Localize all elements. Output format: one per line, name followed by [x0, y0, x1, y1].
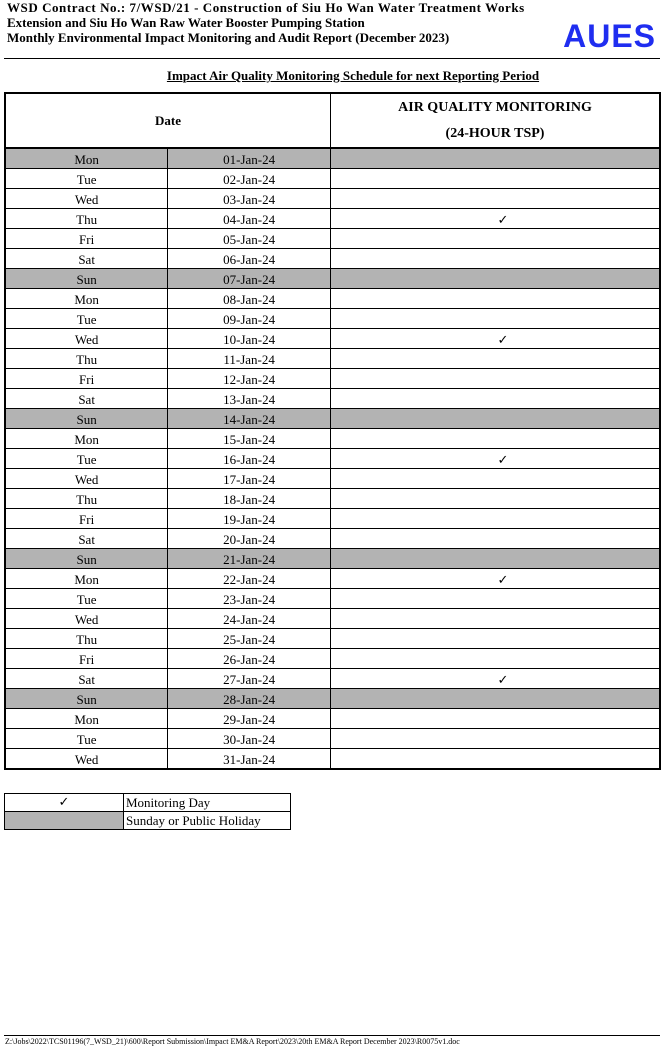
- schedule-table: [4, 92, 661, 770]
- date-cell: 19-Jan-24: [168, 509, 331, 529]
- table-row: [5, 609, 660, 629]
- aq-column-header: [331, 93, 661, 148]
- date-cell: 11-Jan-24: [168, 349, 331, 369]
- day-cell: Thu: [5, 489, 168, 509]
- monitoring-cell: [331, 289, 661, 309]
- date-cell: 13-Jan-24: [168, 389, 331, 409]
- monitoring-cell: [331, 749, 661, 770]
- day-cell: Mon: [5, 148, 168, 169]
- day-cell: Mon: [5, 569, 168, 589]
- day-cell: Tue: [5, 449, 168, 469]
- monitoring-cell: [331, 269, 661, 289]
- table-row: [5, 589, 660, 609]
- table-row: [5, 529, 660, 549]
- table-row: [5, 329, 660, 349]
- day-cell: Thu: [5, 349, 168, 369]
- table-row: [5, 229, 660, 249]
- date-cell: 02-Jan-24: [168, 169, 331, 189]
- day-cell: Sat: [5, 249, 168, 269]
- day-cell: Mon: [5, 289, 168, 309]
- legend-shade-swatch: [5, 812, 124, 830]
- date-cell: 20-Jan-24: [168, 529, 331, 549]
- date-cell: 03-Jan-24: [168, 189, 331, 209]
- table-row: [5, 469, 660, 489]
- check-icon: ✓: [497, 673, 509, 688]
- day-cell: Thu: [5, 629, 168, 649]
- report-header: [7, 0, 657, 45]
- table-header-row: [5, 93, 660, 148]
- monitoring-cell: [331, 349, 661, 369]
- monitoring-cell: [331, 389, 661, 409]
- day-cell: Fri: [5, 509, 168, 529]
- date-cell: 01-Jan-24: [168, 148, 331, 169]
- table-row: [5, 489, 660, 509]
- day-cell: Sat: [5, 669, 168, 689]
- day-cell: Wed: [5, 609, 168, 629]
- monitoring-cell: [331, 469, 661, 489]
- date-cell: 28-Jan-24: [168, 689, 331, 709]
- legend-monitoring-label: Monitoring Day: [124, 794, 291, 812]
- monitoring-cell: [331, 569, 661, 589]
- date-cell: 05-Jan-24: [168, 229, 331, 249]
- table-row: [5, 209, 660, 229]
- monitoring-cell: [331, 249, 661, 269]
- date-cell: 14-Jan-24: [168, 409, 331, 429]
- date-cell: 06-Jan-24: [168, 249, 331, 269]
- table-row: [5, 429, 660, 449]
- table-row: [5, 309, 660, 329]
- aq-header-line1: AIR QUALITY MONITORING: [398, 99, 592, 115]
- schedule-body: [5, 148, 660, 769]
- date-cell: 15-Jan-24: [168, 429, 331, 449]
- aues-logo: AUES: [563, 18, 656, 54]
- day-cell: Mon: [5, 429, 168, 449]
- legend-table: [4, 793, 291, 830]
- date-cell: 30-Jan-24: [168, 729, 331, 749]
- monitoring-cell: [331, 189, 661, 209]
- monitoring-cell: [331, 449, 661, 469]
- contract-title-line1: WSD Contract No.: 7/WSD/21 - Construction of Siu Ho Wan Water Treatment Works: [7, 0, 525, 15]
- date-cell: 07-Jan-24: [168, 269, 331, 289]
- table-row: [5, 349, 660, 369]
- monitoring-cell: [331, 409, 661, 429]
- monitoring-cell: [331, 669, 661, 689]
- date-cell: 31-Jan-24: [168, 749, 331, 770]
- monitoring-cell: [331, 309, 661, 329]
- file-path-footer: Z:\Jobs\2022\TCS01196(7_WSD_21)\600\Report Submission\Impact EM&A Report\2023\20th EM&A Report December 2023\R0075v1.doc: [5, 1037, 460, 1046]
- monitoring-cell: [331, 709, 661, 729]
- day-cell: Wed: [5, 189, 168, 209]
- date-cell: 17-Jan-24: [168, 469, 331, 489]
- table-row: [5, 409, 660, 429]
- date-cell: 27-Jan-24: [168, 669, 331, 689]
- table-row: [5, 549, 660, 569]
- table-row: [5, 649, 660, 669]
- table-row: [5, 189, 660, 209]
- monitoring-cell: [331, 489, 661, 509]
- legend-check-icon: ✓: [5, 794, 124, 812]
- day-cell: Tue: [5, 589, 168, 609]
- check-icon: ✓: [497, 453, 509, 468]
- contract-title-line2: Extension and Siu Ho Wan Raw Water Booster Pumping Station: [7, 15, 365, 30]
- legend-row-holiday: [5, 812, 291, 830]
- date-cell: 12-Jan-24: [168, 369, 331, 389]
- monitoring-cell: [331, 529, 661, 549]
- table-row: [5, 509, 660, 529]
- day-cell: Sun: [5, 409, 168, 429]
- day-cell: Wed: [5, 469, 168, 489]
- date-cell: 16-Jan-24: [168, 449, 331, 469]
- monitoring-cell: [331, 329, 661, 349]
- day-cell: Sun: [5, 549, 168, 569]
- date-cell: 21-Jan-24: [168, 549, 331, 569]
- check-icon: ✓: [497, 333, 509, 348]
- monitoring-cell: [331, 148, 661, 169]
- monitoring-cell: [331, 689, 661, 709]
- table-row: [5, 749, 660, 770]
- monitoring-cell: [331, 229, 661, 249]
- header-divider: [4, 58, 660, 59]
- table-row: [5, 729, 660, 749]
- footer-divider: [4, 1035, 660, 1036]
- date-cell: 22-Jan-24: [168, 569, 331, 589]
- table-row: [5, 389, 660, 409]
- date-cell: 25-Jan-24: [168, 629, 331, 649]
- table-row: [5, 449, 660, 469]
- monitoring-cell: [331, 509, 661, 529]
- table-row: [5, 629, 660, 649]
- day-cell: Tue: [5, 169, 168, 189]
- aq-header-line2: (24-HOUR TSP): [445, 125, 545, 141]
- day-cell: Tue: [5, 309, 168, 329]
- day-cell: Wed: [5, 749, 168, 770]
- legend-row-monitoring: [5, 794, 291, 812]
- monitoring-cell: [331, 589, 661, 609]
- monitoring-cell: [331, 429, 661, 449]
- monitoring-cell: [331, 369, 661, 389]
- monitoring-cell: [331, 729, 661, 749]
- day-cell: Fri: [5, 229, 168, 249]
- report-title-line: Monthly Environmental Impact Monitoring and Audit Report (December 2023): [7, 30, 450, 45]
- day-cell: Wed: [5, 329, 168, 349]
- day-cell: Fri: [5, 649, 168, 669]
- date-cell: 08-Jan-24: [168, 289, 331, 309]
- check-icon: ✓: [497, 573, 509, 588]
- day-cell: Sat: [5, 529, 168, 549]
- table-row: [5, 569, 660, 589]
- monitoring-cell: [331, 209, 661, 229]
- date-cell: 18-Jan-24: [168, 489, 331, 509]
- date-cell: 29-Jan-24: [168, 709, 331, 729]
- monitoring-cell: [331, 549, 661, 569]
- day-cell: Sat: [5, 389, 168, 409]
- date-column-header: Date: [5, 93, 331, 148]
- check-icon: ✓: [497, 213, 509, 228]
- date-cell: 09-Jan-24: [168, 309, 331, 329]
- day-cell: Sun: [5, 269, 168, 289]
- day-cell: Mon: [5, 709, 168, 729]
- day-cell: Tue: [5, 729, 168, 749]
- date-cell: 24-Jan-24: [168, 609, 331, 629]
- date-cell: 26-Jan-24: [168, 649, 331, 669]
- date-cell: 10-Jan-24: [168, 329, 331, 349]
- table-row: [5, 249, 660, 269]
- day-cell: Thu: [5, 209, 168, 229]
- monitoring-cell: [331, 629, 661, 649]
- table-row: [5, 369, 660, 389]
- monitoring-cell: [331, 169, 661, 189]
- schedule-title: Impact Air Quality Monitoring Schedule for next Reporting Period: [166, 68, 540, 83]
- table-row: [5, 169, 660, 189]
- monitoring-cell: [331, 649, 661, 669]
- day-cell: Fri: [5, 369, 168, 389]
- legend-holiday-label: Sunday or Public Holiday: [124, 812, 291, 830]
- table-row: [5, 689, 660, 709]
- day-cell: Sun: [5, 689, 168, 709]
- table-row: [5, 269, 660, 289]
- table-row: [5, 289, 660, 309]
- table-row: [5, 709, 660, 729]
- table-row: [5, 669, 660, 689]
- date-cell: 04-Jan-24: [168, 209, 331, 229]
- table-row: [5, 148, 660, 169]
- date-cell: 23-Jan-24: [168, 589, 331, 609]
- monitoring-cell: [331, 609, 661, 629]
